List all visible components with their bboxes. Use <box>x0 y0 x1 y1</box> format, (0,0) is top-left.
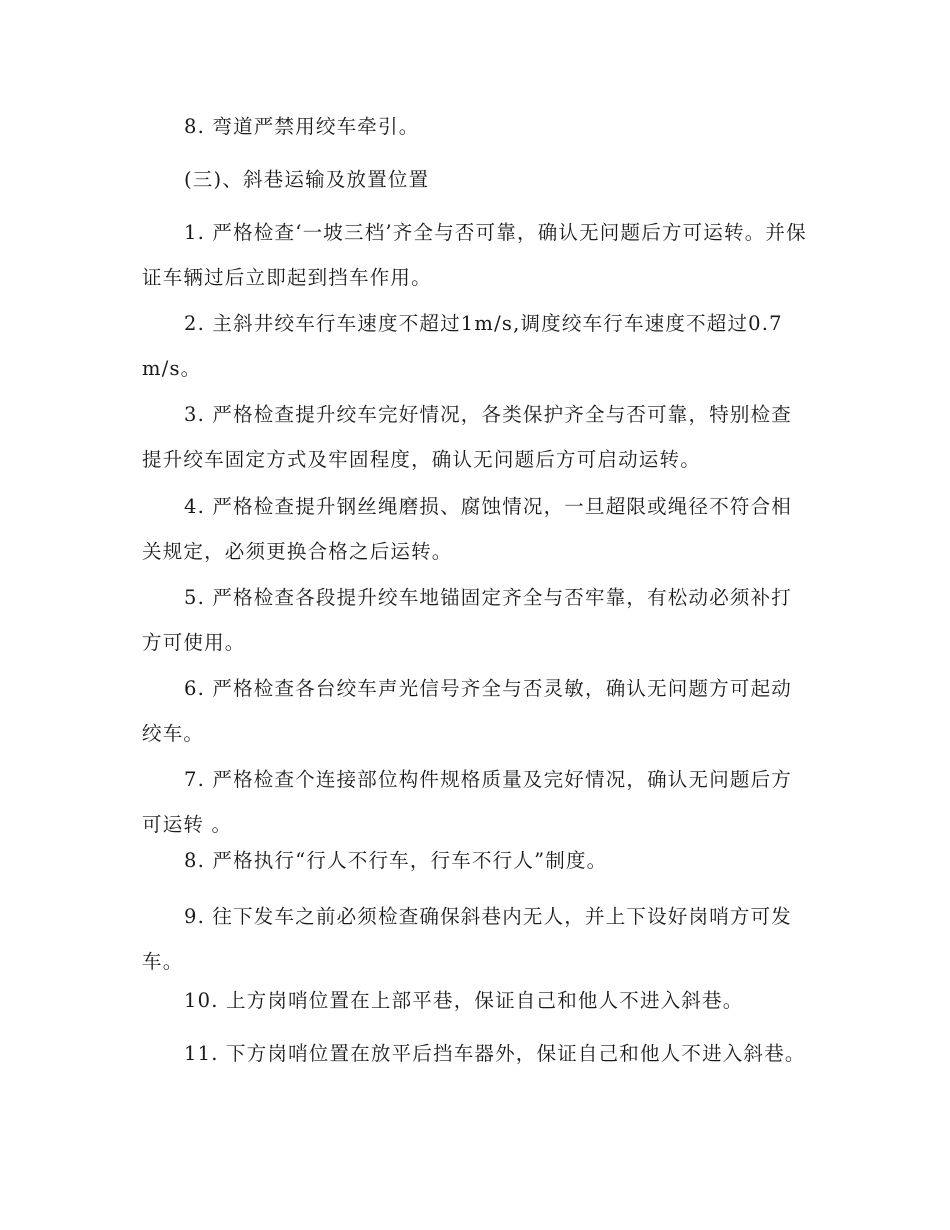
paragraph-3: 2. 主斜井绞车行车速度不超过1m/s,调度绞车行车速度不超过0.7m/s。 <box>142 312 783 380</box>
paragraph-10: 9. 往下发车之前必须检查确保斜巷内无人，并上下设好岗哨方可发车。 <box>142 905 793 973</box>
paragraph-12: 11. 下方岗哨位置在放平后挡车器外，保证自己和他人不进入斜巷。 <box>184 1042 806 1065</box>
paragraph-8: 7. 严格检查个连接部位构件规格质量及完好情况，确认无问题后方可运转 。 <box>142 768 793 836</box>
paragraph-11: 10. 上方岗哨位置在上部平巷，保证自己和他人不进入斜巷。 <box>184 989 744 1012</box>
paragraph-5: 4. 严格检查提升钢丝绳磨损、腐蚀情况，一旦超限或绳径不符合相关规定，必须更换合格之后运转。 <box>142 495 793 563</box>
paragraph-6: 5. 严格检查各段提升绞车地锚固定齐全与否牢靠，有松动必须补打方可使用。 <box>142 586 793 654</box>
paragraph-4: 3. 严格检查提升绞车完好情况，各类保护齐全与否可靠，特别检查提升绞车固定方式及牢固程度，确认无问题后方可启动运转。 <box>142 403 793 471</box>
paragraph-2: 1. 严格检查‘一坡三档’齐全与否可靠，确认无问题后方可运转。并保证车辆过后立即起到挡车作用。 <box>142 221 807 289</box>
section-heading: (三)、斜巷运输及放置位置 <box>184 168 430 191</box>
paragraph-1: 8. 弯道严禁用绞车牵引。 <box>184 115 420 138</box>
paragraph-9: 8. 严格执行“行人不行车，行车不行人”制度。 <box>184 849 608 872</box>
paragraph-7: 6. 严格检查各台绞车声光信号齐全与否灵敏，确认无问题方可起动绞车。 <box>142 677 793 745</box>
